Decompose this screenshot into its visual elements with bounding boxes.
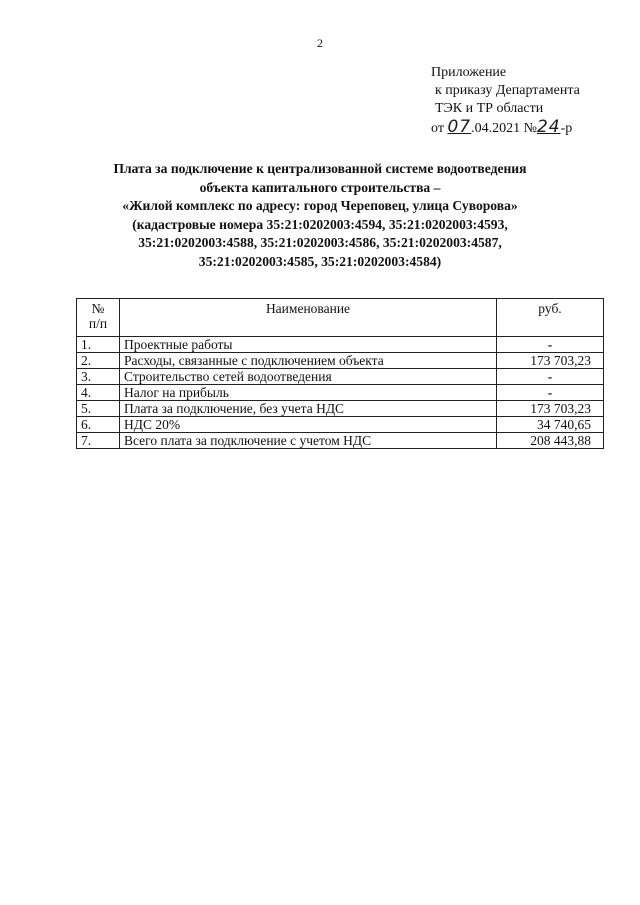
row-name: Плата за подключение, без учета НДС	[120, 401, 497, 417]
appendix-title: Приложение	[431, 65, 507, 80]
table-row	[77, 401, 604, 417]
title-line: 35:21:0202003:4585, 35:21:0202003:4584)	[198, 253, 442, 269]
handwritten-order-number: 24	[536, 117, 561, 137]
title-line: 35:21:0202003:4588, 35:21:0202003:4586, 35:21:0202003:4587,	[138, 235, 502, 250]
row-name: Строительство сетей водоотведения	[120, 369, 497, 385]
row-num: 3.	[77, 369, 120, 385]
row-sum: -	[497, 337, 604, 353]
row-name: Налог на прибыль	[120, 385, 497, 401]
table-row	[77, 417, 604, 433]
date-rest: .04.2021 №	[471, 121, 537, 136]
date-prefix: от	[431, 121, 444, 136]
row-sum: 173 703,23	[497, 353, 604, 369]
row-sum: 208 443,88	[497, 433, 604, 449]
header-sum: руб.	[497, 299, 604, 337]
row-num: 2.	[77, 353, 120, 369]
row-sum: -	[497, 385, 604, 401]
table-row	[77, 337, 604, 353]
order-suffix: -р	[560, 121, 573, 136]
row-num: 1.	[77, 337, 120, 353]
table-row	[77, 369, 604, 385]
row-num: 5.	[77, 401, 120, 417]
row-sum: 173 703,23	[497, 401, 604, 417]
handwritten-day: 07	[447, 117, 472, 137]
header-num-abbr: п/п	[88, 316, 108, 331]
document-title	[60, 160, 580, 271]
row-num: 6.	[77, 417, 120, 433]
row-num: 4.	[77, 385, 120, 401]
table-row	[77, 385, 604, 401]
header-num-symbol: №	[91, 301, 105, 316]
appendix-date-line	[431, 118, 580, 138]
row-name: Проектные работы	[120, 337, 497, 353]
title-line: «Жилой комплекс по адресу: город Череповец, улица Суворова»	[122, 198, 518, 213]
title-line: Плата за подключение к централизованной системе водоотведения	[113, 161, 527, 176]
fee-table	[76, 298, 604, 449]
appendix-department: ТЭК и ТР области	[435, 101, 544, 116]
appendix-block	[431, 64, 580, 138]
row-sum: -	[497, 369, 604, 385]
row-num: 7.	[77, 433, 120, 449]
title-line: (кадастровые номера 35:21:0202003:4594, 35:21:0202003:4593,	[132, 216, 508, 232]
appendix-order-ref: к приказу Департамента	[435, 83, 580, 98]
header-num	[77, 299, 120, 337]
title-line: объекта капитального строительства –	[199, 179, 441, 195]
table-row	[77, 433, 604, 449]
row-name: НДС 20%	[120, 417, 497, 433]
header-name: Наименование	[120, 299, 497, 337]
row-name: Всего плата за подключение с учетом НДС	[120, 433, 497, 449]
row-name: Расходы, связанные с подключением объекта	[120, 353, 497, 369]
row-sum: 34 740,65	[497, 417, 604, 433]
table-row	[77, 353, 604, 369]
page-number: 2	[317, 36, 323, 50]
table-header-row	[77, 299, 604, 337]
